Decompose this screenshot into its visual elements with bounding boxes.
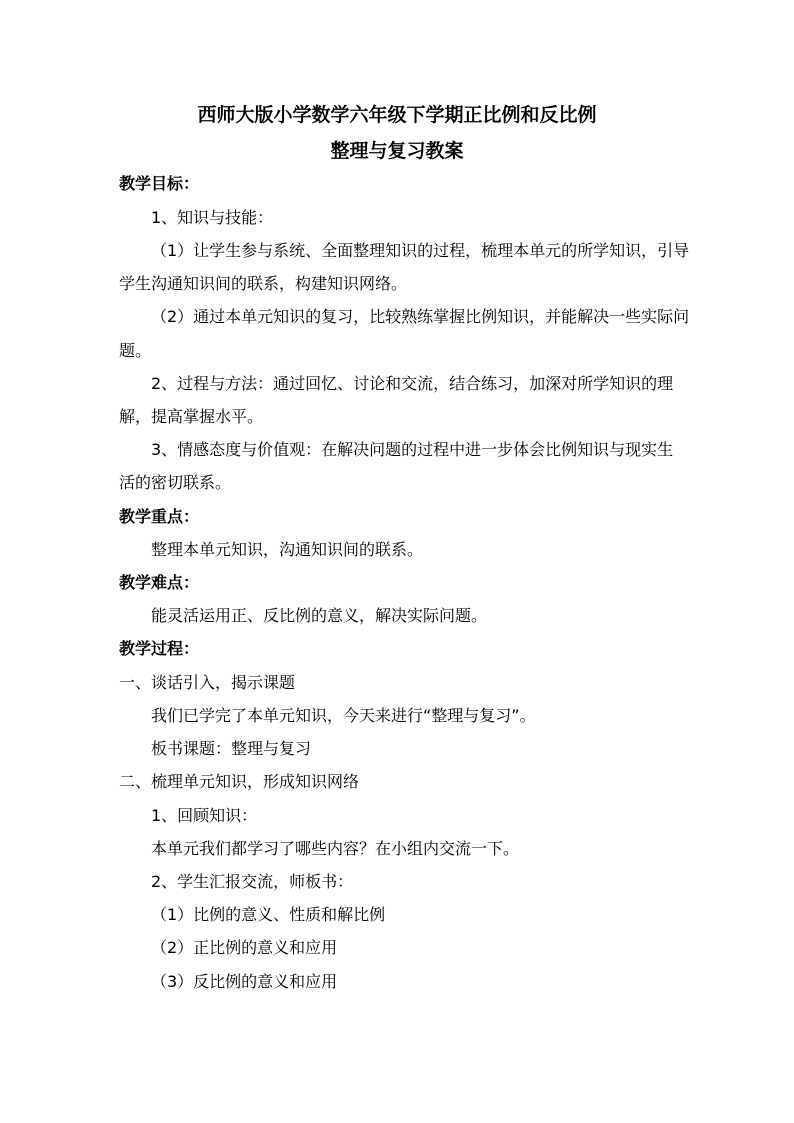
key-point-text: 整理本单元知识，沟通知识间的联系。 xyxy=(151,540,424,559)
process-section-1-line-1: 我们已学完了本单元知识，今天来进行“整理与复习”。 xyxy=(151,706,536,725)
objective-2-line-2: 解，提高掌握水平。 xyxy=(119,407,264,426)
process-heading: 教学过程： xyxy=(119,639,200,658)
process-list-item: （1）比例的意义、性质和解比例 xyxy=(151,905,386,924)
process-list-item: （2）正比例的意义和应用 xyxy=(151,938,338,957)
objective-1-label: 1、知识与技能： xyxy=(151,208,274,227)
difficulty-heading: 教学难点： xyxy=(119,573,200,592)
objective-1-sub-1-line-1: （1）让学生参与系统、全面整理知识的过程，梳理本单元的所学知识，引导 xyxy=(151,241,690,260)
objective-3-line-2: 活的密切联系。 xyxy=(119,473,232,492)
objective-1-sub-2-line-2: 题。 xyxy=(119,341,152,360)
process-section-1-line-2: 板书课题：整理与复习 xyxy=(151,739,312,758)
objective-1-sub-2-line-1: （2）通过本单元知识的复习，比较熟练掌握比例知识，并能解决一些实际问 xyxy=(151,307,690,326)
difficulty-text: 能灵活运用正、反比例的意义，解决实际问题。 xyxy=(151,606,488,625)
document-title-line-2: 整理与复习教案 xyxy=(330,140,464,162)
process-section-2-item-1-text: 本单元我们都学习了哪些内容？在小组内交流一下。 xyxy=(151,839,520,858)
process-section-2-title: 二、梳理单元知识，形成知识网络 xyxy=(119,772,360,791)
process-list-item: （3）反比例的意义和应用 xyxy=(151,972,338,991)
document-title-line-1: 西师大版小学数学六年级下学期正比例和反比例 xyxy=(197,104,597,126)
objective-2-line-1: 2、过程与方法：通过回忆、讨论和交流，结合练习，加深对所学知识的理 xyxy=(151,374,674,393)
process-section-1-title: 一、谈话引入，揭示课题 xyxy=(119,673,296,692)
objective-1-sub-1-line-2: 学生沟通知识间的联系，构建知识网络。 xyxy=(119,274,408,293)
process-section-2-item-1: 1、回顾知识： xyxy=(151,806,258,825)
key-point-heading: 教学重点： xyxy=(119,507,200,526)
process-section-2-item-2: 2、学生汇报交流，师板书： xyxy=(151,872,354,891)
objectives-heading: 教学目标： xyxy=(119,174,200,193)
objective-3-line-1: 3、情感态度与价值观：在解决问题的过程中进一步体会比例知识与现实生 xyxy=(151,440,674,459)
